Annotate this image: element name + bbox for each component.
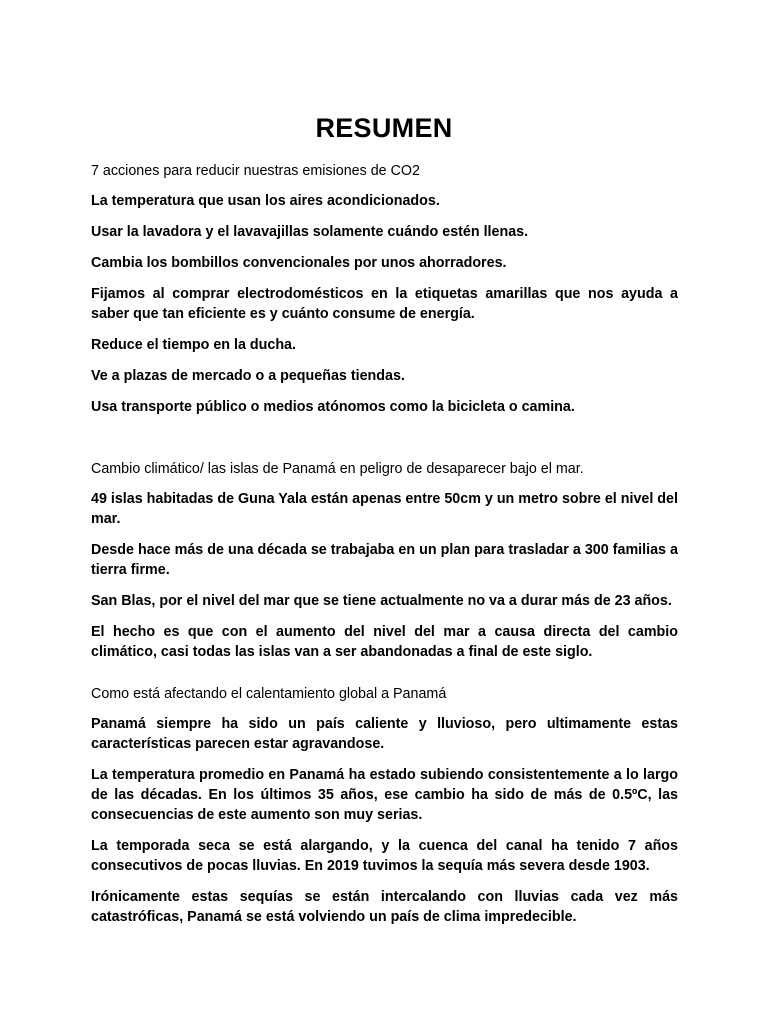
paragraph: Usar la lavadora y el lavavajillas solamente cuándo estén llenas. [91, 224, 529, 240]
section-panama-islands [91, 459, 678, 673]
page-title: RESUMEN [315, 113, 453, 143]
section-global-warming-panama [91, 684, 678, 938]
section-co2-actions [91, 161, 678, 428]
paragraph: Irónicamente estas sequías se están intercalando con lluvias cada vez más catastróficas, Panamá se está volviendo un país de clima impredecible. [91, 889, 678, 925]
paragraph: 49 islas habitadas de Guna Yala están apenas entre 50cm y un metro sobre el nivel del mar. [91, 491, 678, 527]
paragraph: Fijamos al comprar electrodomésticos en la etiquetas amarillas que nos ayuda a saber que tan eficiente es y cuánto consume de energía. [91, 286, 678, 322]
paragraph: Cambia los bombillos convencionales por unos ahorradores. [91, 255, 507, 271]
section-heading: Cambio climático/ las islas de Panamá en peligro de desaparecer bajo el mar. [91, 461, 584, 477]
paragraph: Usa transporte público o medios atónomos como la bicicleta o camina. [91, 399, 575, 415]
section-heading: 7 acciones para reducir nuestras emisiones de CO2 [91, 163, 420, 179]
paragraph: La temperatura que usan los aires acondicionados. [91, 193, 440, 209]
section-heading: Como está afectando el calentamiento global a Panamá [91, 686, 447, 702]
paragraph: Desde hace más de una década se trabajaba en un plan para trasladar a 300 familias a tierra firme. [91, 542, 678, 578]
paragraph: Reduce el tiempo en la ducha. [91, 337, 296, 353]
paragraph: Panamá siempre ha sido un país caliente y lluvioso, pero ultimamente estas características parecen estar agravandose. [91, 716, 678, 752]
paragraph: La temperatura promedio en Panamá ha estado subiendo consistentemente a lo largo de las décadas. En los últimos 35 años, ese cambio ha sido de más de 0.5ºC, las consecuencias de este aumento son muy serias. [91, 767, 678, 823]
paragraph: Ve a plazas de mercado o a pequeñas tiendas. [91, 368, 405, 384]
paragraph: San Blas, por el nivel del mar que se tiene actualmente no va a durar más de 23 años. [91, 593, 672, 609]
paragraph: La temporada seca se está alargando, y la cuenca del canal ha tenido 7 años consecutivos de pocas lluvias. En 2019 tuvimos la sequía más severa desde 1903. [91, 838, 678, 874]
paragraph: El hecho es que con el aumento del nivel del mar a causa directa del cambio climático, casi todas las islas van a ser abandonadas a final de este siglo. [91, 624, 678, 660]
